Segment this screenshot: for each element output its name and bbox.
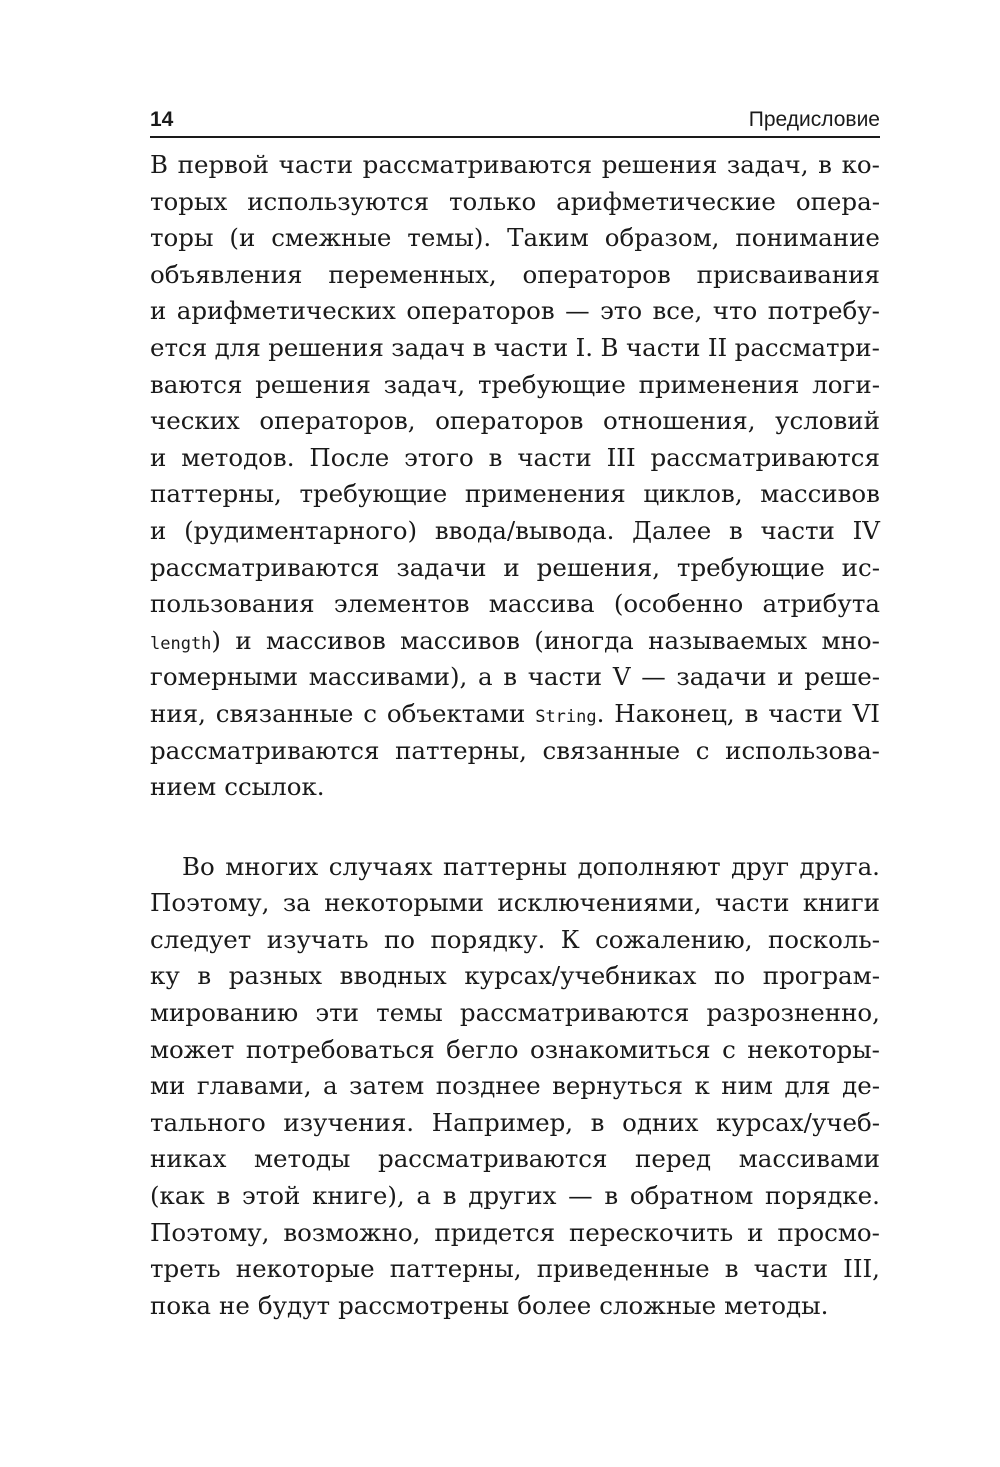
text-line: мированию эти темы рассматриваются разрозненно, (150, 998, 880, 1028)
text-line: ческих операторов, операторов отношения, условий (150, 406, 880, 436)
text-line: паттерны, требующие применения циклов, массивов (150, 479, 880, 509)
text-line: следует изучать по порядку. К сожалению, посколь- (150, 924, 880, 954)
paragraph (150, 147, 880, 806)
text-line: Поэтому, за некоторыми исключениями, части книги (150, 888, 880, 918)
running-header (150, 104, 880, 138)
text-line: ку в разных вводных курсах/учебниках по програм- (150, 961, 880, 991)
text-line: В первой части рассматриваются решения задач, в ко- (150, 150, 880, 179)
inline-code: length (150, 633, 212, 654)
text-line: пока не будут рассмотрены более сложные методы. (150, 1290, 829, 1320)
text-line: никах методы рассматриваются перед массивами (150, 1144, 880, 1174)
inline-code: String (535, 706, 597, 727)
text-line: ния, связанные с объектами String. Наконец, в части VI (150, 698, 880, 728)
text-line: рассматриваются задачи и решения, требующие ис- (150, 552, 880, 582)
page-number: 14 (150, 108, 174, 131)
body-text (150, 147, 880, 1324)
text-line: ми главами, а затем позднее вернуться к ним для де- (150, 1071, 880, 1101)
text-line: (как в этой книге), а в других — в обратном порядке. (150, 1181, 880, 1211)
text-line: length) и массивов массивов (иногда называемых мно- (150, 625, 880, 655)
text-line: нием ссылок. (150, 772, 325, 802)
text-line: ется для решения задач в части I. В части II рассматри- (150, 332, 880, 362)
text-line: треть некоторые паттерны, приведенные в части III, (150, 1254, 880, 1284)
text-line: торы (и смежные темы). Таким образом, понимание (150, 223, 880, 253)
text-line: торых используются только арифметические опера- (150, 186, 880, 216)
paragraph (150, 849, 880, 1325)
section-title: Предисловие (748, 108, 880, 131)
text-line: тального изучения. Например, в одних курсах/учеб- (150, 1107, 880, 1137)
text-line: и методов. После этого в части III рассматриваются (150, 442, 880, 472)
text-line: и (рудиментарного) ввода/вывода. Далее в части IV (150, 515, 880, 545)
text-line: может потребоваться бегло ознакомиться с некоторы- (150, 1034, 880, 1064)
text-line: объявления переменных, операторов присваивания (150, 259, 880, 289)
text-line: ваются решения задач, требующие применения логи- (150, 369, 880, 399)
text-line: рассматриваются паттерны, связанные с использова- (150, 735, 880, 765)
paragraph-gap (150, 806, 880, 849)
text-line: пользования элементов массива (особенно атрибута (150, 589, 880, 619)
text-line: Поэтому, возможно, придется перескочить и просмо- (150, 1217, 880, 1247)
text-line: гомерными массивами), а в части V — задачи и реше- (150, 662, 880, 692)
text-line: Во многих случаях паттерны дополняют друг друга. (182, 851, 880, 881)
text-line: и арифметических операторов — это все, что потребу- (150, 296, 880, 326)
